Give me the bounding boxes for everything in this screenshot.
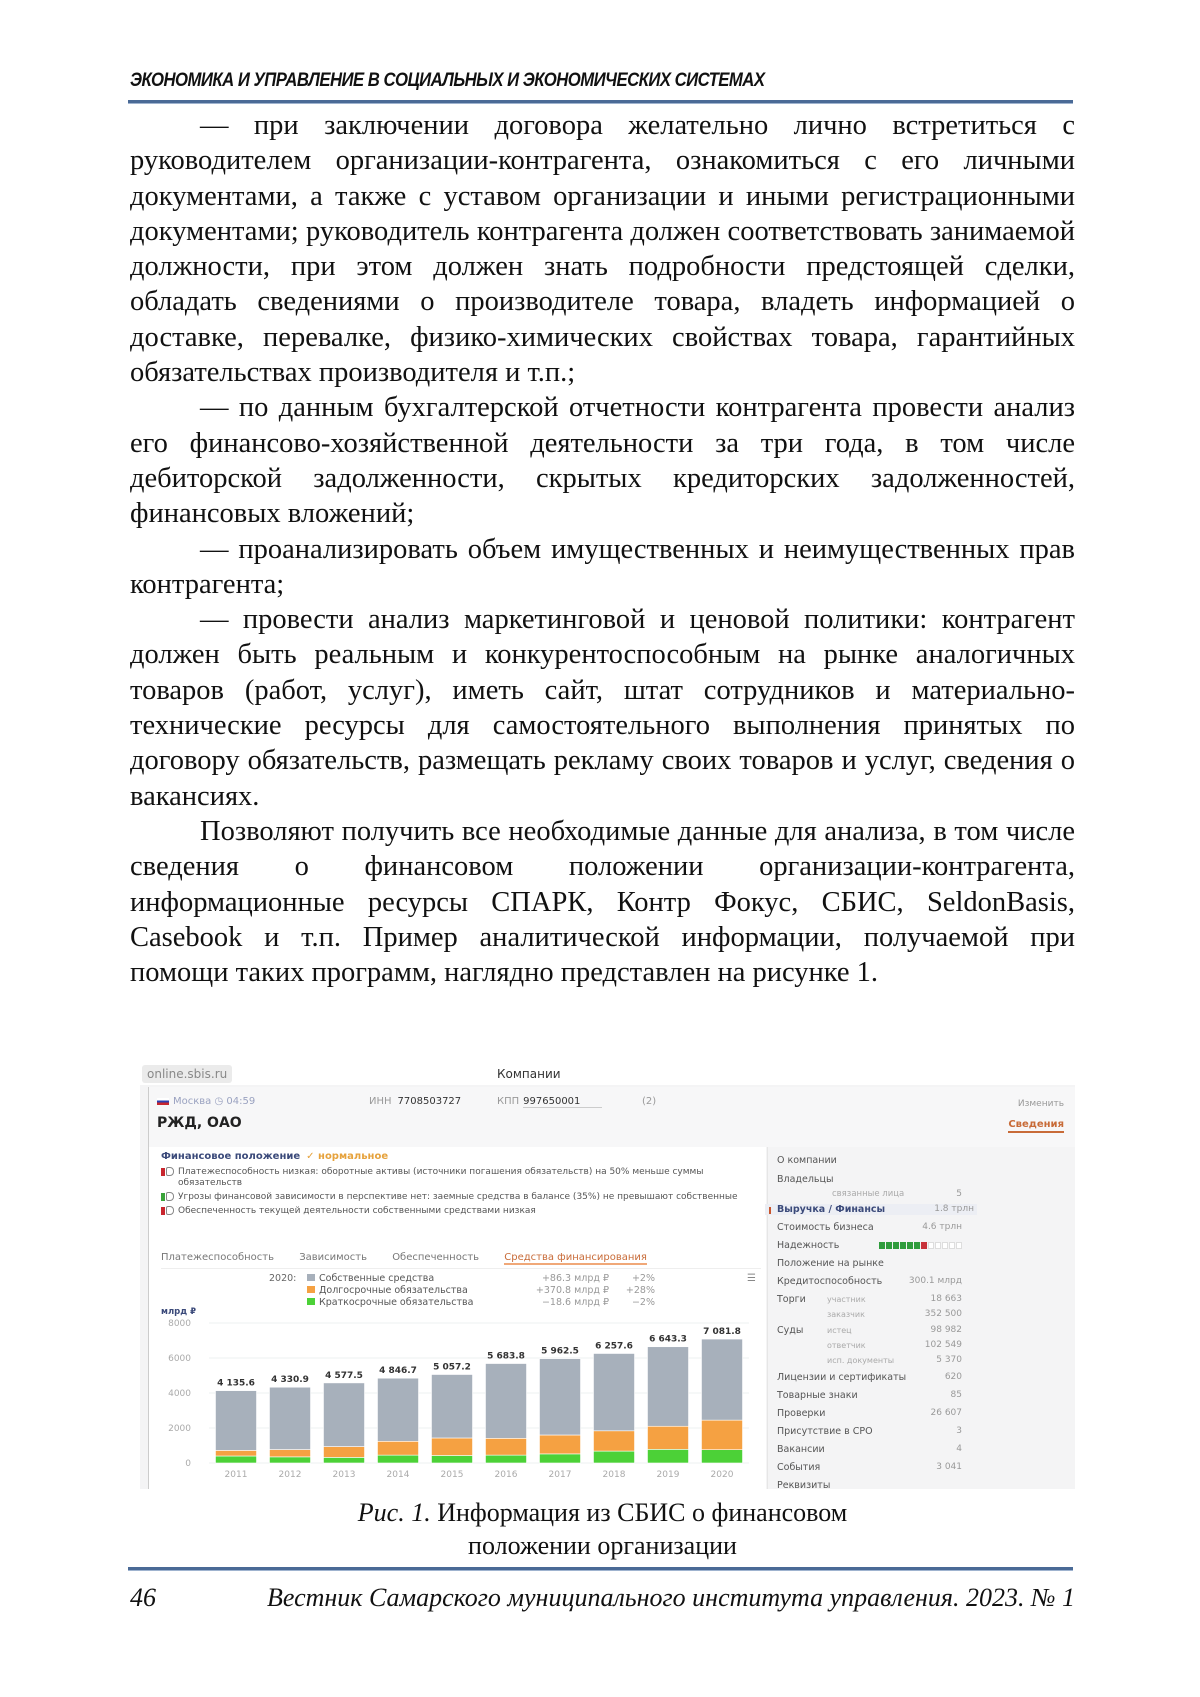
body-text [130,108,1075,990]
legend-pct: +2% [631,1273,655,1284]
bar-segment [431,1455,472,1463]
sidebar-value: 4.6 трлн [922,1222,962,1232]
company-sidebar [765,1147,1075,1489]
sidebar-label: Положение на рынке [777,1258,884,1269]
bar-total-label: 5 057.2 [433,1362,471,1373]
sidebar-value: 85 [950,1390,962,1400]
tab-provision[interactable]: Обеспеченность [392,1252,480,1263]
legend-swatch [307,1298,315,1305]
reliability-segment [914,1242,920,1249]
legend-item-longterm [307,1285,468,1296]
bar-segment [485,1364,526,1439]
sidebar-item-sro[interactable] [777,1426,962,1437]
y-axis-unit: млрд ₽ [161,1307,196,1317]
x-tick-label: 2019 [656,1470,680,1480]
legend-label: Долгосрочные обязательства [319,1285,468,1296]
page-number: 46 [130,1583,156,1612]
bar-segment [539,1435,580,1454]
company-header [148,1087,1075,1147]
kpp-label: КПП [497,1096,520,1107]
clock-icon: ◷ [214,1096,224,1107]
sidebar-item-courts[interactable] [777,1325,962,1370]
sidebar-value: 18 663 [930,1294,962,1304]
bar-segment [377,1378,418,1441]
bar-segment [431,1374,472,1437]
url-label: online.sbis.ru [142,1065,232,1083]
bar-total-label: 4 577.5 [325,1370,363,1381]
y-tick-label: 4000 [168,1389,191,1399]
financial-status-label: Финансовое положение [161,1151,301,1162]
thumbs-up-icon [161,1193,165,1201]
x-tick-label: 2016 [494,1470,518,1480]
sidebar-value: 5 [956,1189,962,1199]
bar-segment [593,1451,634,1463]
bar-total-label: 6 257.6 [595,1341,633,1352]
header-rule [128,100,1073,104]
bar-total-label: 5 962.5 [541,1346,579,1357]
reliability-meter [879,1242,962,1249]
bar-total-label: 4 135.6 [217,1378,255,1389]
caption-text: Информация из СБИС о финансовом [430,1498,848,1527]
reliability-segment [886,1242,892,1249]
x-tick-label: 2017 [548,1470,572,1480]
sidebar-value: 5 370 [936,1355,962,1365]
footer-rule [128,1567,1073,1571]
figure-sbis-screenshot [140,1063,1075,1489]
bar-segment [269,1450,310,1457]
sidebar-item-events[interactable] [777,1462,962,1473]
legend-swatch [307,1286,315,1293]
bar-segment [215,1456,256,1463]
note-negative [161,1167,761,1189]
financial-tabs [161,1252,761,1269]
sidebar-item-about[interactable] [777,1155,962,1166]
tab-funding-sources[interactable]: Средства финансирования [504,1252,647,1263]
local-time: 04:59 [226,1096,256,1107]
sidebar-item-credit[interactable] [777,1276,962,1287]
x-tick-label: 2013 [332,1470,356,1480]
reliability-segment [921,1242,927,1249]
funding-chart [149,1315,766,1489]
financial-panel [148,1147,766,1489]
sidebar-label: Товарные знаки [777,1390,858,1401]
sidebar-item-licenses[interactable] [777,1372,962,1383]
sidebar-item-revenue[interactable] [765,1204,977,1215]
sidebar-divider [767,1147,768,1489]
caption-line-1 [130,1496,1075,1529]
sidebar-item-trademarks[interactable] [777,1390,962,1401]
city: Москва [173,1096,212,1107]
bar-total-label: 4 846.7 [379,1366,417,1377]
bar-segment [539,1454,580,1463]
sidebar-label: Суды [777,1325,804,1336]
sidebar-item-requisites[interactable] [777,1480,962,1489]
bar-segment [701,1450,742,1463]
sidebar-label: Выручка / Финансы [777,1204,886,1215]
bar-total-label: 6 643.3 [649,1334,687,1345]
reliability-segment [879,1242,885,1249]
sidebar-label: Торги [777,1294,806,1305]
reliability-segment [907,1242,913,1249]
y-tick-label: 8000 [168,1319,191,1329]
figure-caption [130,1496,1075,1562]
bar-segment [485,1438,526,1455]
sidebar-label: Владельцы [777,1174,834,1185]
reliability-segment [900,1242,906,1249]
bar-total-label: 4 330.9 [271,1375,309,1386]
browser-bar [140,1063,1075,1085]
sidebar-sublabel: участник [827,1295,866,1304]
bar-segment [323,1447,364,1458]
kpp-value[interactable]: 997650001 [523,1096,602,1108]
paragraph: — по данным бухгалтерской отчетности контрагента провести анализ его финансово-хозяйственной деятельности за три года, в том числе дебиторской задолженности, скрытых кредиторских задолженностей, финансовых вложений; [130,392,1075,530]
status-value: нормальное [318,1151,389,1162]
sidebar-value: 352 500 [924,1309,962,1319]
reliability-segment [956,1242,962,1249]
y-tick-label: 6000 [168,1354,191,1364]
thumbs-down-icon [161,1207,165,1215]
sidebar-value: 300.1 млрд [908,1276,962,1286]
bar-segment [701,1339,742,1420]
legend-change: −18.6 млрд ₽ [541,1297,609,1308]
caption-line-2: положении организации [468,1531,737,1560]
x-tick-label: 2012 [278,1470,302,1480]
sidebar-item-market[interactable] [777,1258,962,1269]
bar-segment [377,1455,418,1463]
inn [369,1096,461,1107]
location [157,1096,255,1107]
sidebar-sublabel: исп. документы [827,1356,895,1365]
sidebar-sublabel: заказчик [827,1310,865,1319]
bar-total-label: 5 683.8 [487,1351,525,1362]
note-text: Угрозы финансовой зависимости в перспективе нет: заемные средства в балансе (35%) не превышают собственные [178,1192,738,1202]
bar-segment [701,1420,742,1450]
reliability-segment [928,1242,934,1249]
reliability-segment [949,1242,955,1249]
bar-segment [215,1391,256,1451]
tab-solvency[interactable]: Платежеспособность [161,1252,274,1263]
sidebar-item-tenders[interactable] [777,1294,962,1322]
bar-segment [323,1457,364,1463]
sidebar-item-owners[interactable] [777,1174,962,1185]
sidebar-label: Лицензии и сертификаты [777,1372,907,1383]
sidebar-label: О компании [777,1155,837,1166]
sidebar-label: связанные лица [832,1189,905,1199]
sidebar-label: Проверки [777,1408,826,1419]
russia-flag-icon [157,1098,169,1105]
sidebar-value: 102 549 [924,1340,962,1350]
financial-status [161,1151,388,1162]
sidebar-value: 3 [956,1426,962,1436]
legend-pct: +28% [625,1285,655,1296]
sidebar-label: Надежность [777,1240,840,1251]
sidebar-label: Реквизиты [777,1480,831,1489]
sidebar-value: 4 [956,1444,962,1454]
legend-pct: −2% [631,1297,655,1308]
sidebar-sublabel: ответчик [827,1341,866,1350]
bar-segment [323,1383,364,1447]
legend-item-equity [307,1273,434,1284]
sidebar-value: 26 607 [930,1408,962,1418]
bar-segment [647,1426,688,1449]
sidebar-label: Кредитоспособность [777,1276,883,1287]
caption-label: Рис. 1. [357,1498,431,1527]
reliability-segment [935,1242,941,1249]
legend-change: +86.3 млрд ₽ [541,1273,609,1284]
x-tick-label: 2015 [440,1470,464,1480]
legend-item-shortterm [307,1297,473,1308]
x-tick-label: 2011 [224,1470,248,1480]
bar-segment [593,1431,634,1451]
note-negative [161,1206,761,1217]
sidebar-label: События [777,1462,821,1473]
sidebar-value: 98 982 [930,1325,962,1335]
bar-segment [215,1450,256,1456]
sidebar-item-business-value[interactable] [777,1222,962,1233]
paragraph: — при заключении договора желательно лично встретиться с руководителем организации-контрагента, ознакомиться с его личными документами, а также с уставом организации и иными регистрационными документами; руководитель контрагента должен соответствовать занимаемой должности, при этом должен знать подробности предстоящей сделки, обладать сведениями о производителе товара, владеть информацией о доставке, перевалке, физико-химических свойствах товара, гарантийных обязательствах производителя и т.п.; [130,110,1075,389]
kpp-count[interactable]: (2) [642,1096,657,1107]
running-head: ЭКОНОМИКА И УПРАВЛЕНИЕ В СОЦИАЛЬНЫХ И ЭКОНОМИЧЕСКИХ СИСТЕМАХ [130,70,765,91]
bar-segment [431,1438,472,1456]
sidebar-value: 620 [944,1372,962,1382]
sidebar-label: Стоимость бизнеса [777,1222,874,1233]
chart-menu-icon[interactable]: ☰ [747,1273,756,1284]
sidebar-label: Вакансии [777,1444,825,1455]
legend-label: Собственные средства [319,1273,435,1284]
tab-dependence[interactable]: Зависимость [299,1252,367,1263]
x-tick-label: 2020 [710,1470,734,1480]
x-tick-label: 2014 [386,1470,410,1480]
sidebar-item-inspections[interactable] [777,1408,962,1419]
company-name: РЖД, ОАО [157,1115,242,1131]
bar-segment [539,1359,580,1435]
note-positive [161,1192,761,1203]
sidebar-label: Присутствие в СРО [777,1426,873,1437]
info-tab[interactable]: Сведения [1008,1119,1064,1133]
legend-change: +370.8 млрд ₽ [535,1285,609,1296]
y-tick-label: 2000 [168,1424,191,1434]
edit-link[interactable]: Изменить [1017,1099,1064,1109]
status-ok: ✓ нормальное [306,1151,389,1162]
sidebar-item-reliability[interactable] [777,1240,962,1251]
sidebar-sublabel: истец [827,1326,852,1335]
bar-segment [647,1449,688,1463]
sidebar-value: 3 041 [936,1462,962,1472]
financial-notes [161,1167,761,1220]
legend-swatch [307,1274,315,1281]
inn-label: ИНН [369,1096,392,1107]
legend-year: 2020: [269,1273,297,1284]
note-text: Платежеспособность низкая: оборотные активы (источники погашения обязательств) на 50% меньше суммы обязательств [178,1167,704,1188]
sidebar-item-vacancies[interactable] [777,1444,962,1455]
bar-segment [485,1455,526,1463]
reliability-segment [893,1242,899,1249]
legend-label: Краткосрочные обязательства [319,1297,474,1308]
bar-total-label: 7 081.8 [703,1327,741,1338]
note-text: Обеспеченность текущей деятельности собственными средствами низкая [178,1206,536,1216]
sidebar-value: 1.8 трлн [934,1204,974,1214]
inn-value: 7708503727 [397,1096,462,1107]
journal-title: Вестник Самарского муниципального института управления. 2023. № 1 [267,1583,1075,1612]
bar-segment [269,1387,310,1449]
bar-segment [647,1347,688,1427]
paragraph: — провести анализ маркетинговой и ценовой политики: контрагент должен быть реальным и конкурентоспособным на рынке аналогичных товаров (работ, услуг), иметь сайт, штат сотрудников и материально-технические ресурсы для самостоятельного выполнения принятых по договору обязательств, размещать рекламу своих товаров и услуг, сведения о вакансиях. [130,604,1075,812]
y-tick-label: 0 [185,1459,191,1469]
kpp [497,1096,602,1107]
thumbs-down-icon [161,1168,165,1176]
reliability-segment [942,1242,948,1249]
bar-segment [377,1441,418,1455]
bar-segment [269,1457,310,1463]
page-title: Компании [497,1067,561,1081]
x-tick-label: 2018 [602,1470,626,1480]
paragraph: — проанализировать объем имущественных и неимущественных прав контрагента; [130,533,1075,600]
bar-segment [593,1353,634,1430]
paragraph: Позволяют получить все необходимые данные для анализа, в том числе сведения о финансовом положении организации-контрагента, информационные ресурсы СПАРК, Контр Фокус, СБИС, SeldonBasis, Casebook и т.п. Пример аналитической информации, получаемой при помощи таких программ, наглядно представлен на рисунке 1. [130,815,1075,989]
